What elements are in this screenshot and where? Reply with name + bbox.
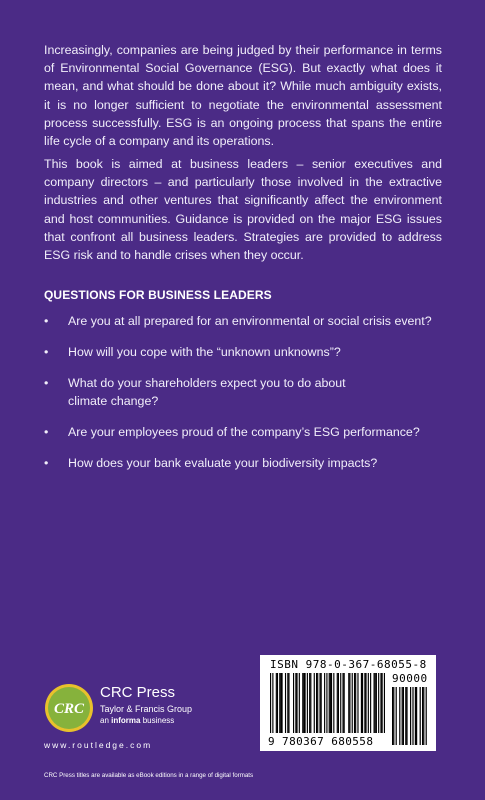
publisher-group: Taylor & Francis Group (100, 704, 193, 714)
description-paragraph-1: Increasingly, companies are being judged by their performance in terms of Environmental Social Governance (ESG). But exactly what does it mean, and what should be done about it? While much ambiguity exists, it is no longer sufficient to negotiate the environmental assessment process successfully. ESG is an ongoing process that spans the entire life cycle of a company and its operations. (44, 43, 442, 149)
question-text: How will you cope with the “unknown unknowns”? (68, 345, 341, 359)
business-prefix: an (100, 716, 109, 725)
question-item (44, 423, 454, 441)
price-addon: 90000 (392, 672, 428, 685)
barcode-digits: 9 780367 680558 (268, 735, 374, 748)
question-item (44, 312, 454, 330)
question-text: Are you at all prepared for an environmental or social crisis event? (68, 314, 432, 328)
business-brand: informa (111, 716, 141, 725)
question-item (44, 454, 454, 472)
ebook-footnote: CRC Press titles are available as eBook editions in a range of digital formats (44, 772, 254, 779)
bullet-icon: • (44, 376, 49, 390)
question-text: What do your shareholders expect you to do about climate change? (68, 376, 346, 408)
question-text: How does your bank evaluate your biodiversity impacts? (68, 456, 378, 470)
bullet-icon: • (44, 425, 49, 439)
publisher-name: CRC Press (100, 684, 176, 701)
business-suffix: business (142, 716, 175, 725)
question-item (44, 343, 454, 361)
bullet-icon: • (44, 456, 49, 470)
logo-text: CRC (53, 701, 85, 717)
questions-list (44, 312, 454, 485)
question-item (44, 374, 368, 410)
publisher-business-line (100, 716, 174, 725)
question-text: Are your employees proud of the company’s ESG performance? (68, 425, 420, 439)
bullet-icon: • (44, 345, 49, 359)
questions-heading: QUESTIONS FOR BUSINESS LEADERS (44, 288, 272, 302)
publisher-url: www.routledge.com (44, 740, 153, 750)
bullet-icon: • (44, 314, 49, 328)
isbn-barcode (260, 655, 436, 751)
crc-press-logo-icon (44, 683, 94, 733)
description-paragraph-2: This book is aimed at business leaders – senior executives and company directors – and particularly those involved in the extractive industries and other ventures that significantly affect the environment and host communities. Guidance is provided on the major ESG issues that confront all business leaders. Strategies are provided to address ESG risk and to handle crises when they occur. (44, 157, 442, 263)
isbn-label: ISBN 978-0-367-68055-8 (270, 658, 427, 671)
